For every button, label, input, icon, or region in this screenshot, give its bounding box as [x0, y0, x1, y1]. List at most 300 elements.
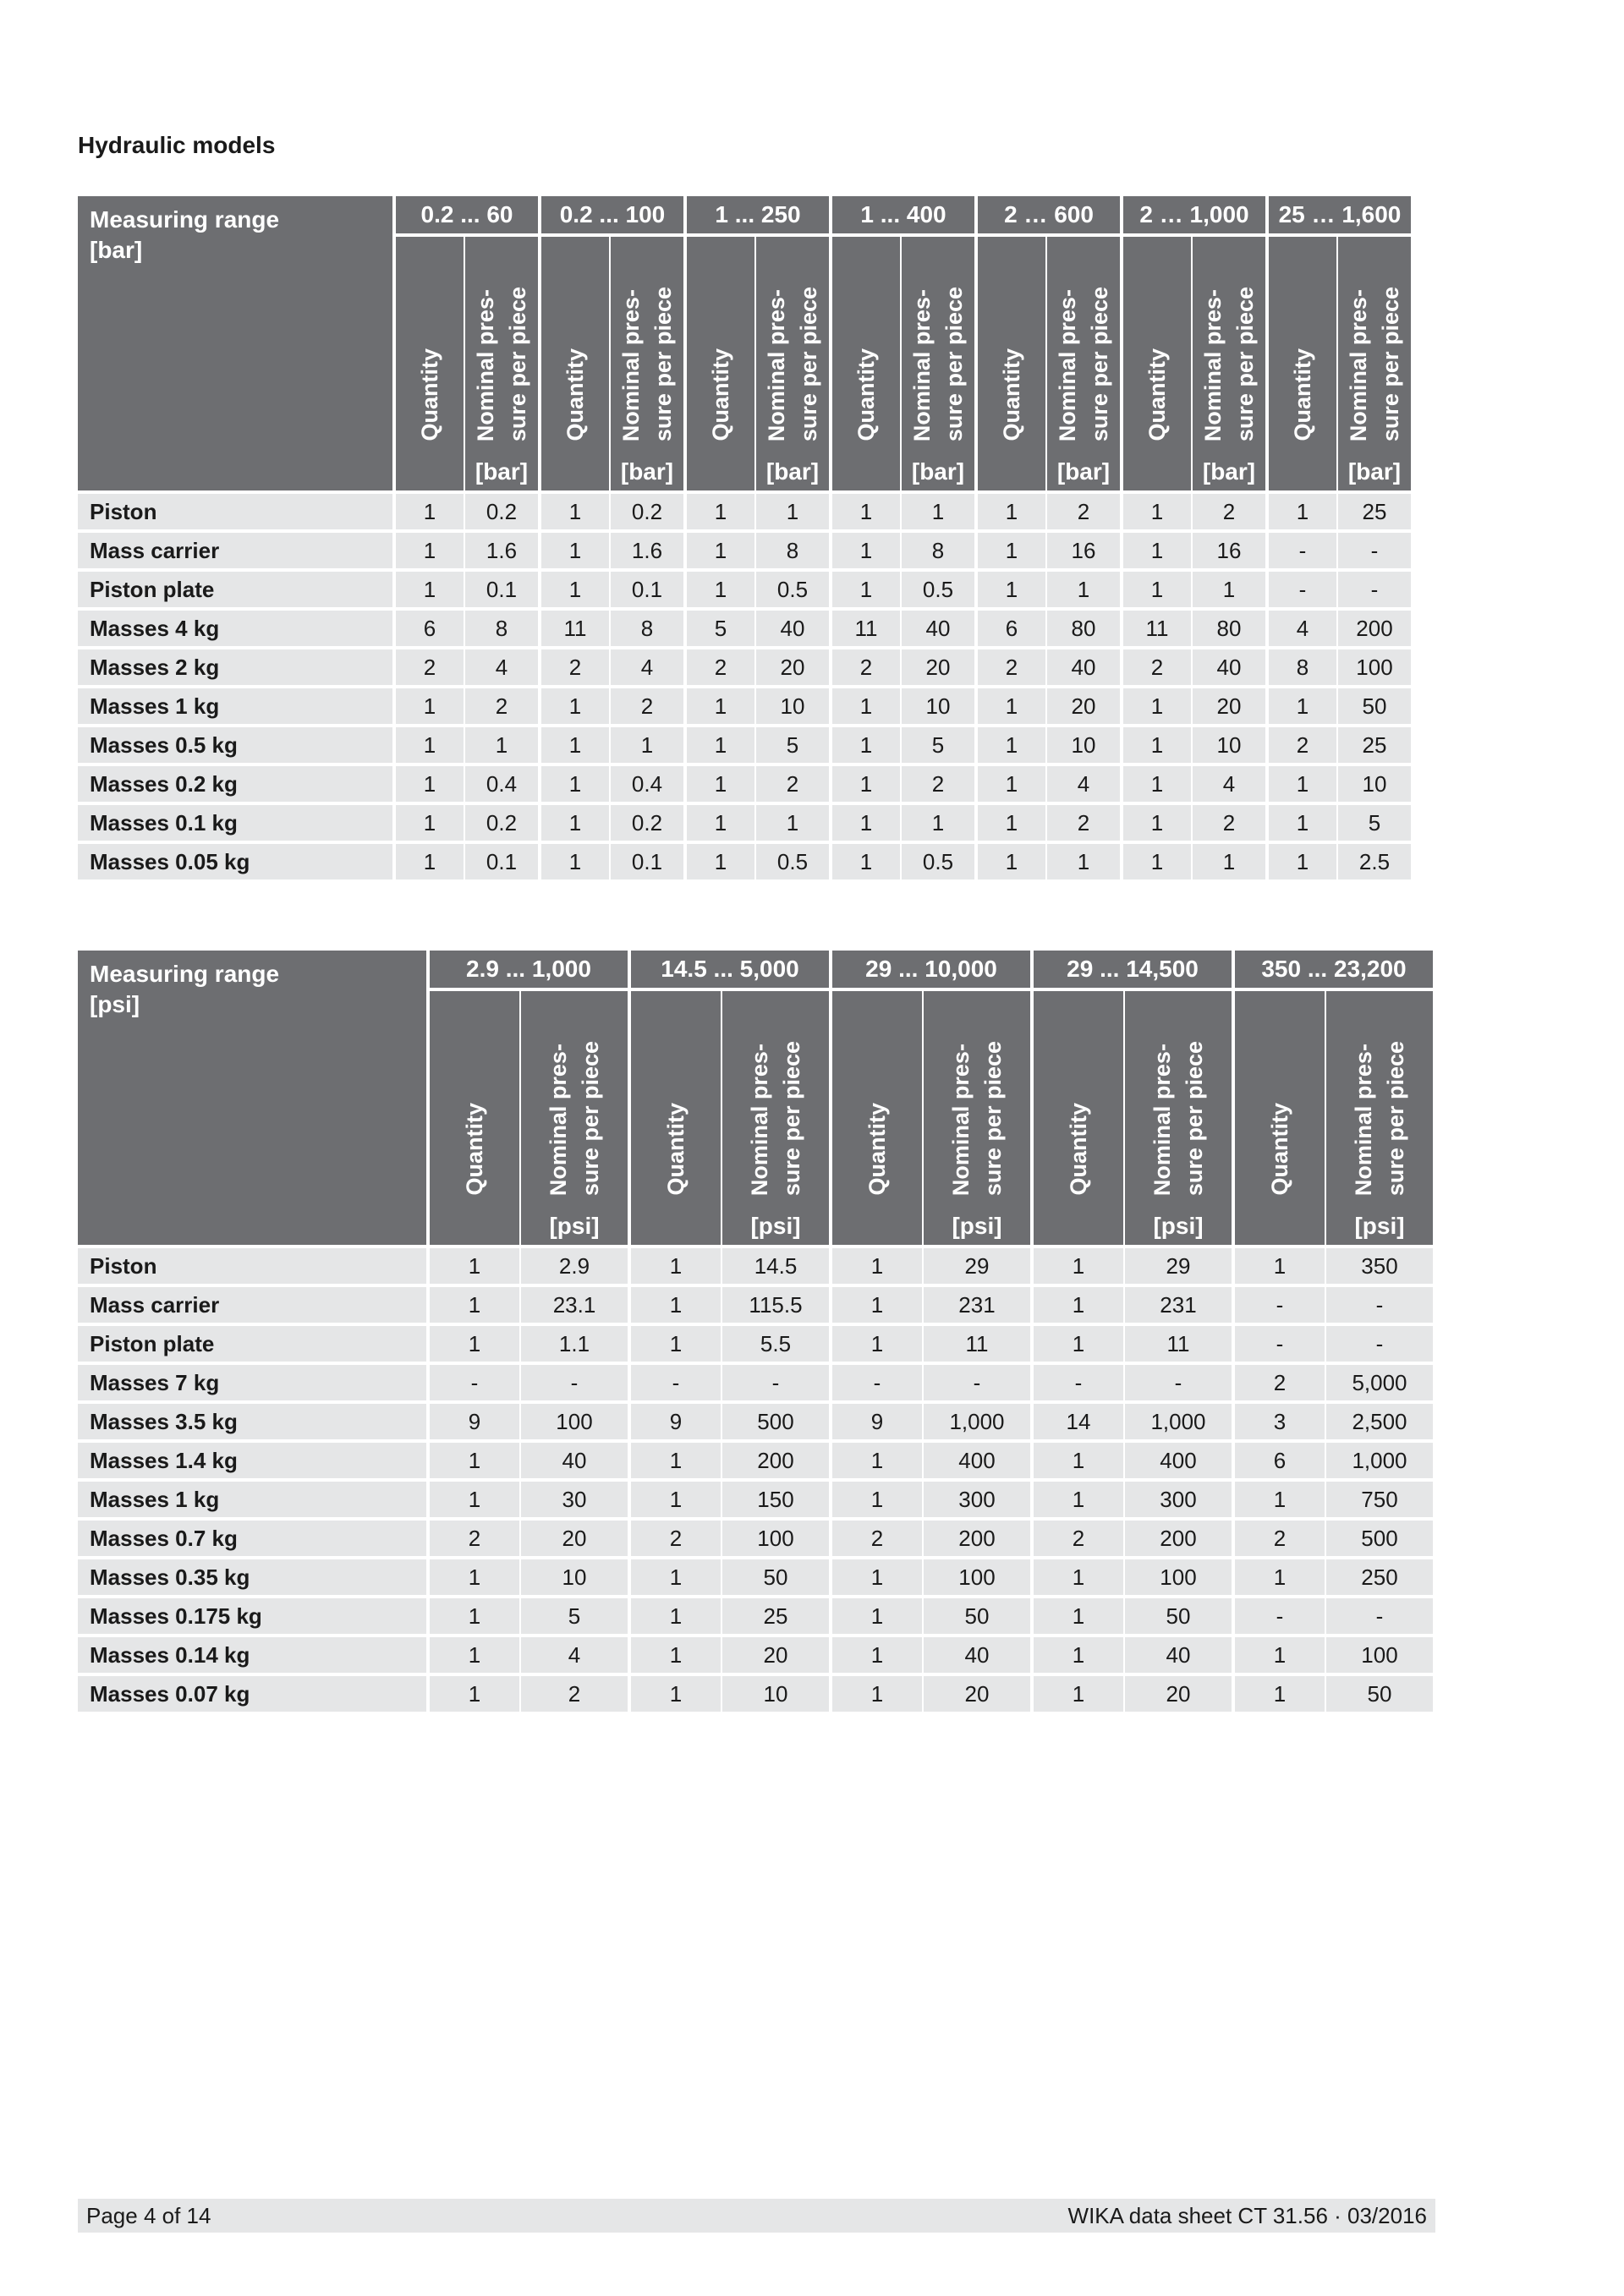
quantity-cell: 1: [683, 844, 754, 883]
quantity-label: Quantity: [1066, 1103, 1091, 1196]
quantity-cell: 1: [1120, 688, 1191, 727]
nominal-pressure-cell: 1: [1045, 844, 1120, 883]
nominal-pressure-line2: sure per piece: [796, 286, 821, 441]
nominal-pressure-cell: 10: [1191, 727, 1265, 766]
nominal-pressure-label: [743, 1041, 808, 1196]
quantity-cell: 1: [392, 727, 464, 766]
nominal-pressure-line1: Nominal pres-: [948, 1043, 974, 1196]
quantity-label: Quantity: [562, 348, 588, 441]
table-row: [78, 1521, 1433, 1559]
quantity-cell: 2: [1030, 1521, 1123, 1559]
quantity-cell: 1: [1265, 844, 1336, 883]
quantity-cell: -: [1030, 1365, 1123, 1404]
nominal-pressure-cell: 0.5: [900, 844, 974, 883]
nominal-pressure-cell: 100: [922, 1559, 1030, 1598]
nominal-pressure-cell: 10: [754, 688, 829, 727]
quantity-cell: 14: [1030, 1404, 1123, 1443]
quantity-cell: 1: [538, 805, 609, 844]
quantity-cell: 2: [974, 649, 1045, 688]
nominal-pressure-line1: Nominal pres-: [1346, 288, 1371, 441]
measuring-range-unit: [psi]: [90, 991, 140, 1017]
quantity-label: Quantity: [1290, 348, 1315, 441]
row-label: Masses 0.7 kg: [78, 1521, 426, 1559]
nominal-pressure-cell: 8: [464, 611, 538, 649]
quantity-cell: -: [1232, 1287, 1325, 1326]
nominal-pressure-cell: 200: [922, 1521, 1030, 1559]
nominal-pressure-cell: 1: [754, 494, 829, 533]
quantity-cell: 1: [1030, 1559, 1123, 1598]
quantity-label: Quantity: [663, 1103, 689, 1196]
pressure-unit: [psi]: [1153, 1213, 1204, 1239]
quantity-cell: 1: [538, 766, 609, 805]
quantity-cell: 1: [974, 727, 1045, 766]
nominal-pressure-line1: Nominal pres-: [1200, 288, 1226, 441]
quantity-cell: 1: [392, 766, 464, 805]
nominal-pressure-cell: 0.1: [609, 572, 683, 611]
quantity-cell: 11: [538, 611, 609, 649]
quantity-cell: 1: [1120, 766, 1191, 805]
quantity-cell: 1: [538, 844, 609, 883]
nominal-pressure-cell: 100: [1325, 1637, 1433, 1676]
nominal-pressure-column-header: [1191, 237, 1265, 494]
quantity-cell: 1: [829, 1559, 922, 1598]
quantity-cell: 1: [974, 494, 1045, 533]
nominal-pressure-cell: 350: [1325, 1248, 1433, 1287]
quantity-cell: 1: [1030, 1598, 1123, 1637]
pressure-unit: [bar]: [765, 458, 820, 485]
nominal-pressure-line1: Nominal pres-: [473, 288, 498, 441]
nominal-pressure-cell: 4: [609, 649, 683, 688]
quantity-label: Quantity: [999, 348, 1024, 441]
nominal-pressure-cell: -: [1325, 1326, 1433, 1365]
range-header: 0.2 ... 60: [392, 196, 538, 237]
nominal-pressure-line2: sure per piece: [1232, 286, 1258, 441]
table-row: [78, 572, 1411, 611]
quantity-cell: 1: [829, 1326, 922, 1365]
nominal-pressure-cell: 2: [464, 688, 538, 727]
quantity-cell: 1: [1030, 1248, 1123, 1287]
quantity-cell: 1: [426, 1443, 519, 1482]
nominal-pressure-line1: Nominal pres-: [764, 288, 789, 441]
nominal-pressure-cell: 500: [1325, 1521, 1433, 1559]
nominal-pressure-cell: 4: [1045, 766, 1120, 805]
nominal-pressure-cell: 40: [519, 1443, 628, 1482]
quantity-cell: 1: [426, 1287, 519, 1326]
nominal-pressure-cell: 100: [721, 1521, 829, 1559]
quantity-cell: 6: [392, 611, 464, 649]
quantity-cell: 9: [829, 1404, 922, 1443]
quantity-cell: 1: [628, 1482, 721, 1521]
nominal-pressure-cell: 300: [1123, 1482, 1232, 1521]
pressure-unit: [bar]: [911, 458, 965, 485]
pressure-unit: [bar]: [1056, 458, 1111, 485]
table-row: [78, 1676, 1433, 1715]
nominal-pressure-cell: 0.1: [609, 844, 683, 883]
quantity-cell: 1: [1232, 1482, 1325, 1521]
quantity-cell: 1: [538, 494, 609, 533]
quantity-cell: 6: [1232, 1443, 1325, 1482]
nominal-pressure-cell: 500: [721, 1404, 829, 1443]
nominal-pressure-cell: 300: [922, 1482, 1030, 1521]
quantity-cell: 1: [426, 1482, 519, 1521]
quantity-cell: 1: [683, 727, 754, 766]
quantity-cell: 1: [683, 766, 754, 805]
quantity-cell: 1: [829, 805, 900, 844]
nominal-pressure-cell: 0.4: [464, 766, 538, 805]
table-row: [78, 1248, 1433, 1287]
nominal-pressure-cell: 1: [1045, 572, 1120, 611]
nominal-pressure-cell: 1: [464, 727, 538, 766]
measuring-range-label: Measuring range: [90, 206, 280, 233]
nominal-pressure-label: [542, 1041, 606, 1196]
quantity-cell: 1: [683, 688, 754, 727]
row-label: Masses 0.1 kg: [78, 805, 392, 844]
quantity-cell: 2: [1232, 1365, 1325, 1404]
nominal-pressure-column-header: [1045, 237, 1120, 494]
quantity-cell: 11: [1120, 611, 1191, 649]
quantity-column-header: [426, 991, 519, 1248]
nominal-pressure-cell: 1.6: [464, 533, 538, 572]
quantity-cell: 2: [392, 649, 464, 688]
nominal-pressure-label: [1197, 287, 1261, 441]
quantity-cell: 1: [829, 1482, 922, 1521]
nominal-pressure-cell: 0.2: [609, 805, 683, 844]
range-header: 2 … 600: [974, 196, 1120, 237]
quantity-cell: 4: [1265, 611, 1336, 649]
row-label: Masses 0.05 kg: [78, 844, 392, 883]
range-header: 14.5 ... 5,000: [628, 951, 829, 991]
nominal-pressure-cell: 400: [1123, 1443, 1232, 1482]
quantity-cell: 1: [829, 1287, 922, 1326]
nominal-pressure-cell: -: [1325, 1287, 1433, 1326]
quantity-label: Quantity: [708, 348, 733, 441]
quantity-column-header: [1232, 991, 1325, 1248]
quantity-label: Quantity: [417, 348, 442, 441]
nominal-pressure-line1: Nominal pres-: [618, 288, 644, 441]
quantity-cell: 1: [974, 766, 1045, 805]
nominal-pressure-column-header: [1325, 991, 1433, 1248]
quantity-cell: 1: [628, 1443, 721, 1482]
row-label: Masses 0.07 kg: [78, 1676, 426, 1715]
nominal-pressure-line1: Nominal pres-: [546, 1043, 571, 1196]
nominal-pressure-cell: 20: [754, 649, 829, 688]
nominal-pressure-cell: -: [1336, 533, 1411, 572]
row-label: Mass carrier: [78, 533, 392, 572]
nominal-pressure-label: [760, 287, 825, 441]
range-header: 25 … 1,600: [1265, 196, 1411, 237]
quantity-cell: 2: [1120, 649, 1191, 688]
nominal-pressure-cell: 231: [1123, 1287, 1232, 1326]
quantity-cell: 1: [1120, 572, 1191, 611]
nominal-pressure-cell: 5: [900, 727, 974, 766]
nominal-pressure-column-header: [900, 237, 974, 494]
quantity-cell: 2: [1265, 727, 1336, 766]
quantity-label: Quantity: [1144, 348, 1170, 441]
nominal-pressure-cell: -: [922, 1365, 1030, 1404]
quantity-cell: 1: [628, 1287, 721, 1326]
range-header: 29 ... 14,500: [1030, 951, 1232, 991]
quantity-cell: 1: [1120, 494, 1191, 533]
row-label: Masses 0.5 kg: [78, 727, 392, 766]
nominal-pressure-column-header: [1336, 237, 1411, 494]
datasheet-reference: WIKA data sheet CT 31.56 · 03/2016: [1067, 2203, 1427, 2228]
quantity-cell: 2: [829, 1521, 922, 1559]
table-row: [78, 1637, 1433, 1676]
nominal-pressure-cell: 50: [1123, 1598, 1232, 1637]
quantity-cell: 1: [1030, 1443, 1123, 1482]
nominal-pressure-cell: 8: [754, 533, 829, 572]
nominal-pressure-cell: 4: [519, 1637, 628, 1676]
table-row: [78, 1559, 1433, 1598]
table-row: [78, 649, 1411, 688]
nominal-pressure-cell: 0.2: [464, 494, 538, 533]
nominal-pressure-cell: -: [519, 1365, 628, 1404]
quantity-label: Quantity: [1267, 1103, 1292, 1196]
nominal-pressure-cell: 1: [609, 727, 683, 766]
pressure-unit: [bar]: [475, 458, 529, 485]
quantity-cell: -: [426, 1365, 519, 1404]
quantity-cell: 2: [426, 1521, 519, 1559]
nominal-pressure-cell: 1.6: [609, 533, 683, 572]
nominal-pressure-cell: 50: [1325, 1676, 1433, 1715]
nominal-pressure-cell: 1,000: [1325, 1443, 1433, 1482]
quantity-column-header: [829, 237, 900, 494]
measuring-range-header: [78, 951, 426, 1248]
nominal-pressure-cell: 1,000: [1123, 1404, 1232, 1443]
quantity-cell: 1: [1265, 494, 1336, 533]
nominal-pressure-column-header: [464, 237, 538, 494]
nominal-pressure-cell: 40: [1191, 649, 1265, 688]
nominal-pressure-cell: 1: [900, 805, 974, 844]
quantity-cell: 1: [829, 1443, 922, 1482]
row-label: Piston: [78, 1248, 426, 1287]
nominal-pressure-cell: 231: [922, 1287, 1030, 1326]
quantity-cell: 1: [974, 805, 1045, 844]
nominal-pressure-cell: 2: [754, 766, 829, 805]
quantity-cell: 2: [683, 649, 754, 688]
nominal-pressure-line1: Nominal pres-: [747, 1043, 772, 1196]
measuring-range-header: [78, 196, 392, 494]
row-label: Mass carrier: [78, 1287, 426, 1326]
nominal-pressure-cell: 2: [519, 1676, 628, 1715]
quantity-cell: 9: [426, 1404, 519, 1443]
nominal-pressure-cell: 25: [1336, 727, 1411, 766]
nominal-pressure-cell: 250: [1325, 1559, 1433, 1598]
row-label: Piston: [78, 494, 392, 533]
nominal-pressure-cell: 23.1: [519, 1287, 628, 1326]
nominal-pressure-cell: 40: [922, 1637, 1030, 1676]
quantity-cell: 2: [829, 649, 900, 688]
range-header: 2 … 1,000: [1120, 196, 1265, 237]
quantity-cell: 1: [683, 533, 754, 572]
quantity-cell: 1: [1120, 727, 1191, 766]
nominal-pressure-cell: 115.5: [721, 1287, 829, 1326]
quantity-cell: 1: [829, 766, 900, 805]
nominal-pressure-label: [906, 287, 970, 441]
quantity-cell: 1: [538, 688, 609, 727]
nominal-pressure-line2: sure per piece: [941, 286, 967, 441]
nominal-pressure-cell: 0.1: [464, 844, 538, 883]
quantity-label: Quantity: [853, 348, 879, 441]
row-label: Masses 3.5 kg: [78, 1404, 426, 1443]
quantity-cell: 9: [628, 1404, 721, 1443]
nominal-pressure-cell: 10: [1045, 727, 1120, 766]
quantity-cell: 1: [683, 805, 754, 844]
quantity-cell: 1: [628, 1637, 721, 1676]
quantity-cell: 8: [1265, 649, 1336, 688]
quantity-cell: 1: [829, 494, 900, 533]
nominal-pressure-cell: 20: [1191, 688, 1265, 727]
nominal-pressure-cell: 4: [464, 649, 538, 688]
row-label: Masses 1 kg: [78, 688, 392, 727]
quantity-column-header: [538, 237, 609, 494]
quantity-cell: 1: [1232, 1637, 1325, 1676]
quantity-cell: 1: [974, 533, 1045, 572]
nominal-pressure-cell: 80: [1045, 611, 1120, 649]
quantity-cell: 5: [683, 611, 754, 649]
nominal-pressure-cell: 200: [1123, 1521, 1232, 1559]
pressure-unit: [psi]: [750, 1213, 801, 1239]
quantity-cell: 1: [1030, 1326, 1123, 1365]
range-header: 0.2 ... 100: [538, 196, 683, 237]
nominal-pressure-label: [1146, 1041, 1210, 1196]
nominal-pressure-cell: 25: [1336, 494, 1411, 533]
quantity-cell: 1: [628, 1248, 721, 1287]
nominal-pressure-cell: 100: [519, 1404, 628, 1443]
quantity-cell: 1: [829, 844, 900, 883]
nominal-pressure-line2: sure per piece: [505, 286, 530, 441]
quantity-cell: 1: [1265, 688, 1336, 727]
nominal-pressure-cell: 20: [1123, 1676, 1232, 1715]
nominal-pressure-cell: 100: [1123, 1559, 1232, 1598]
quantity-cell: 1: [829, 572, 900, 611]
table-row: [78, 1598, 1433, 1637]
nominal-pressure-cell: 2: [1191, 805, 1265, 844]
page-footer: [78, 2199, 1435, 2233]
nominal-pressure-label: [1342, 287, 1407, 441]
quantity-cell: 1: [392, 494, 464, 533]
nominal-pressure-cell: 20: [900, 649, 974, 688]
nominal-pressure-cell: 16: [1045, 533, 1120, 572]
quantity-cell: 1: [683, 572, 754, 611]
quantity-cell: -: [829, 1365, 922, 1404]
quantity-cell: 11: [829, 611, 900, 649]
nominal-pressure-column-header: [721, 991, 829, 1248]
quantity-cell: 1: [829, 1598, 922, 1637]
nominal-pressure-cell: 30: [519, 1482, 628, 1521]
row-label: Masses 4 kg: [78, 611, 392, 649]
header-row-ranges: [78, 196, 1411, 237]
nominal-pressure-cell: 50: [721, 1559, 829, 1598]
nominal-pressure-cell: 10: [519, 1559, 628, 1598]
nominal-pressure-cell: 80: [1191, 611, 1265, 649]
nominal-pressure-column-header: [609, 237, 683, 494]
table-row: [78, 1443, 1433, 1482]
row-label: Piston plate: [78, 1326, 426, 1365]
nominal-pressure-cell: 25: [721, 1598, 829, 1637]
nominal-pressure-cell: 150: [721, 1482, 829, 1521]
quantity-cell: 1: [426, 1559, 519, 1598]
range-header: 29 ... 10,000: [829, 951, 1030, 991]
nominal-pressure-cell: 2,500: [1325, 1404, 1433, 1443]
nominal-pressure-cell: 0.2: [609, 494, 683, 533]
table-row: [78, 766, 1411, 805]
nominal-pressure-label: [1347, 1041, 1412, 1196]
quantity-cell: 1: [1265, 766, 1336, 805]
quantity-cell: 1: [628, 1559, 721, 1598]
quantity-cell: 1: [1120, 844, 1191, 883]
nominal-pressure-cell: 8: [900, 533, 974, 572]
range-header: 1 ... 400: [829, 196, 974, 237]
nominal-pressure-cell: 2.5: [1336, 844, 1411, 883]
measuring-range-label: Measuring range: [90, 961, 280, 987]
nominal-pressure-cell: 50: [1336, 688, 1411, 727]
quantity-cell: 1: [1232, 1676, 1325, 1715]
nominal-pressure-line2: sure per piece: [1182, 1040, 1207, 1196]
quantity-cell: 1: [628, 1676, 721, 1715]
nominal-pressure-cell: 29: [1123, 1248, 1232, 1287]
nominal-pressure-line2: sure per piece: [1087, 286, 1112, 441]
quantity-cell: -: [1265, 572, 1336, 611]
nominal-pressure-cell: -: [721, 1365, 829, 1404]
pressure-unit: [bar]: [1347, 458, 1402, 485]
quantity-label: Quantity: [864, 1103, 890, 1196]
nominal-pressure-cell: 20: [922, 1676, 1030, 1715]
measuring-range-unit: [bar]: [90, 237, 143, 263]
nominal-pressure-line2: sure per piece: [1383, 1040, 1408, 1196]
psi-range-table: [78, 951, 1433, 1715]
quantity-cell: 1: [1120, 805, 1191, 844]
nominal-pressure-cell: 40: [754, 611, 829, 649]
quantity-cell: 1: [426, 1598, 519, 1637]
nominal-pressure-line2: sure per piece: [1378, 286, 1403, 441]
nominal-pressure-cell: 4: [1191, 766, 1265, 805]
nominal-pressure-cell: 2: [1045, 805, 1120, 844]
nominal-pressure-cell: 50: [922, 1598, 1030, 1637]
nominal-pressure-cell: 200: [721, 1443, 829, 1482]
nominal-pressure-label: [615, 287, 679, 441]
pressure-unit: [psi]: [1354, 1213, 1405, 1239]
nominal-pressure-cell: 8: [609, 611, 683, 649]
nominal-pressure-line2: sure per piece: [980, 1040, 1006, 1196]
quantity-cell: 1: [974, 572, 1045, 611]
nominal-pressure-cell: -: [1336, 572, 1411, 611]
nominal-pressure-cell: 0.5: [754, 844, 829, 883]
nominal-pressure-label: [1051, 287, 1116, 441]
quantity-cell: 1: [426, 1676, 519, 1715]
range-header: 350 ... 23,200: [1232, 951, 1433, 991]
nominal-pressure-cell: 5: [754, 727, 829, 766]
pressure-unit: [psi]: [549, 1213, 600, 1239]
quantity-cell: 1: [829, 1676, 922, 1715]
nominal-pressure-cell: -: [1325, 1598, 1433, 1637]
nominal-pressure-column-header: [754, 237, 829, 494]
row-label: Masses 0.14 kg: [78, 1637, 426, 1676]
quantity-cell: -: [1232, 1598, 1325, 1637]
quantity-cell: 1: [829, 1637, 922, 1676]
nominal-pressure-cell: 400: [922, 1443, 1030, 1482]
quantity-cell: 1: [829, 688, 900, 727]
pressure-unit: [bar]: [620, 458, 674, 485]
quantity-cell: 6: [974, 611, 1045, 649]
nominal-pressure-cell: 2: [609, 688, 683, 727]
quantity-cell: 1: [392, 688, 464, 727]
nominal-pressure-cell: 14.5: [721, 1248, 829, 1287]
nominal-pressure-line1: Nominal pres-: [1149, 1043, 1175, 1196]
table-row: [78, 1326, 1433, 1365]
quantity-cell: 1: [1030, 1676, 1123, 1715]
nominal-pressure-cell: 10: [900, 688, 974, 727]
